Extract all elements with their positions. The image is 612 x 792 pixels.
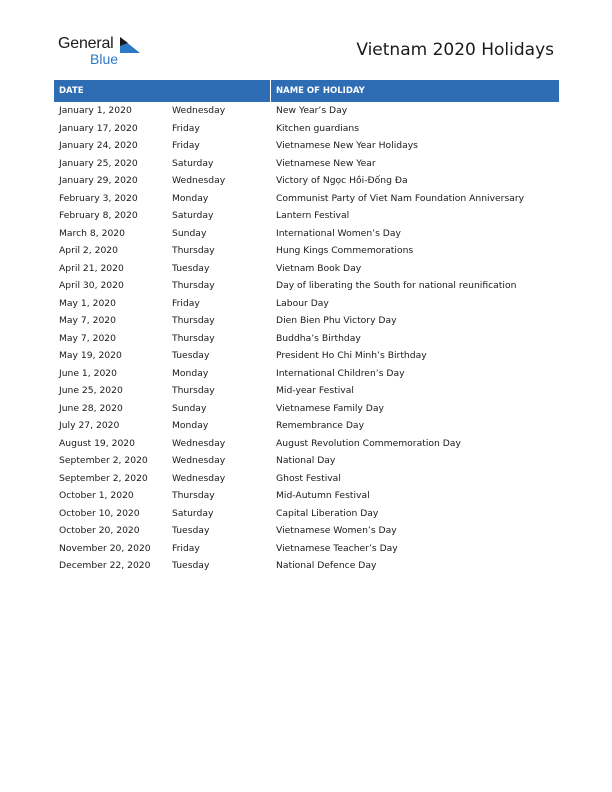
holiday-name: Kitchen guardians bbox=[276, 122, 359, 134]
header-divider bbox=[270, 80, 271, 102]
holiday-name: Dien Bien Phu Victory Day bbox=[276, 315, 397, 326]
holiday-date: January 29, 2020 bbox=[59, 175, 138, 186]
table-row bbox=[54, 487, 559, 505]
holiday-weekday: Thursday bbox=[172, 332, 215, 344]
holiday-weekday: Saturday bbox=[172, 507, 214, 519]
table-row bbox=[54, 277, 559, 295]
table-row bbox=[54, 435, 559, 453]
table-body bbox=[54, 102, 559, 575]
holiday-name: Buddha’s Birthday bbox=[276, 332, 361, 344]
holiday-name: Victory of Ngọc Hồi-Đống Đa bbox=[276, 175, 408, 186]
holiday-weekday: Tuesday bbox=[172, 350, 210, 361]
holiday-weekday: Friday bbox=[172, 297, 200, 309]
holiday-name: National Defence Day bbox=[276, 560, 377, 571]
holiday-date: January 1, 2020 bbox=[59, 105, 132, 116]
holiday-name: Day of liberating the South for national reunification bbox=[276, 280, 517, 291]
holiday-name: August Revolution Commemoration Day bbox=[276, 437, 461, 449]
table-row bbox=[54, 102, 559, 120]
holiday-date: May 1, 2020 bbox=[59, 297, 116, 309]
holiday-weekday: Monday bbox=[172, 420, 209, 431]
holiday-weekday: Thursday bbox=[172, 385, 215, 396]
header-holiday-name: NAME OF HOLIDAY bbox=[276, 86, 365, 96]
table-row bbox=[54, 557, 559, 575]
holiday-weekday: Saturday bbox=[172, 157, 214, 169]
table-row bbox=[54, 417, 559, 435]
table-row bbox=[54, 470, 559, 488]
holiday-name: Vietnam Book Day bbox=[276, 262, 362, 274]
holiday-date: May 7, 2020 bbox=[59, 315, 116, 326]
holiday-name: Ghost Festival bbox=[276, 472, 341, 484]
document-title: Vietnam 2020 Holidays bbox=[356, 40, 554, 60]
logo-triangle-icon bbox=[120, 37, 140, 53]
holiday-date: August 19, 2020 bbox=[59, 437, 135, 449]
holiday-weekday: Sunday bbox=[172, 227, 207, 239]
holiday-weekday: Monday bbox=[172, 367, 209, 379]
header-date: DATE bbox=[59, 86, 84, 96]
holiday-date: July 27, 2020 bbox=[59, 420, 120, 431]
table-row bbox=[54, 347, 559, 365]
holiday-weekday: Thursday bbox=[172, 490, 215, 501]
holiday-name: New Year’s Day bbox=[276, 105, 348, 116]
holiday-date: September 2, 2020 bbox=[59, 455, 148, 466]
holiday-name: Mid-year Festival bbox=[276, 385, 354, 396]
table-row bbox=[54, 190, 559, 208]
holiday-name: Remembrance Day bbox=[276, 420, 365, 431]
holiday-name: Hung Kings Commemorations bbox=[276, 245, 414, 256]
table-row bbox=[54, 540, 559, 558]
holiday-name: National Day bbox=[276, 455, 336, 466]
holiday-date: June 25, 2020 bbox=[59, 385, 123, 396]
table-row bbox=[54, 225, 559, 243]
holiday-weekday: Thursday bbox=[172, 245, 215, 256]
table-row bbox=[54, 400, 559, 418]
holiday-weekday: Wednesday bbox=[172, 455, 226, 466]
holiday-name: Capital Liberation Day bbox=[276, 507, 379, 519]
holiday-date: October 1, 2020 bbox=[59, 490, 134, 501]
table-row bbox=[54, 260, 559, 278]
holiday-name: Vietnamese New Year bbox=[276, 157, 376, 169]
holiday-name: Mid-Autumn Festival bbox=[276, 490, 370, 501]
logo-text-general: General bbox=[58, 35, 114, 52]
holiday-weekday: Saturday bbox=[172, 210, 214, 221]
table-row bbox=[54, 505, 559, 523]
holiday-date: January 25, 2020 bbox=[59, 157, 138, 169]
table-row bbox=[54, 207, 559, 225]
holiday-weekday: Tuesday bbox=[172, 525, 210, 536]
holiday-weekday: Thursday bbox=[172, 280, 215, 291]
holiday-weekday: Tuesday bbox=[172, 560, 210, 571]
holiday-date: April 21, 2020 bbox=[59, 262, 124, 274]
holiday-date: June 28, 2020 bbox=[59, 402, 123, 414]
holiday-date: May 19, 2020 bbox=[59, 350, 122, 361]
holiday-date: November 20, 2020 bbox=[59, 542, 151, 554]
holiday-date: February 3, 2020 bbox=[59, 192, 138, 204]
holiday-weekday: Friday bbox=[172, 122, 200, 134]
holiday-name: Vietnamese New Year Holidays bbox=[276, 140, 418, 151]
holiday-weekday: Wednesday bbox=[172, 437, 226, 449]
holiday-date: February 8, 2020 bbox=[59, 210, 138, 221]
table-row bbox=[54, 522, 559, 540]
holiday-date: October 10, 2020 bbox=[59, 507, 140, 519]
holiday-date: April 2, 2020 bbox=[59, 245, 118, 256]
holiday-date: October 20, 2020 bbox=[59, 525, 140, 536]
holiday-weekday: Tuesday bbox=[172, 262, 210, 274]
table-row bbox=[54, 365, 559, 383]
holiday-date: June 1, 2020 bbox=[59, 367, 117, 379]
holiday-weekday: Wednesday bbox=[172, 105, 226, 116]
holiday-name: President Ho Chi Minh’s Birthday bbox=[276, 350, 427, 361]
holiday-name: Vietnamese Teacher’s Day bbox=[276, 542, 398, 554]
table-row bbox=[54, 137, 559, 155]
holiday-name: Vietnamese Family Day bbox=[276, 402, 384, 414]
holiday-date: January 17, 2020 bbox=[59, 122, 138, 134]
general-blue-logo bbox=[58, 34, 148, 68]
holiday-weekday: Sunday bbox=[172, 402, 207, 414]
holiday-date: September 2, 2020 bbox=[59, 472, 148, 484]
holidays-table bbox=[54, 80, 559, 575]
holiday-name: International Women’s Day bbox=[276, 227, 401, 239]
holiday-date: January 24, 2020 bbox=[59, 140, 138, 151]
table-row bbox=[54, 295, 559, 313]
table-row bbox=[54, 312, 559, 330]
holiday-date: December 22, 2020 bbox=[59, 560, 151, 571]
table-row bbox=[54, 155, 559, 173]
holiday-weekday: Friday bbox=[172, 140, 200, 151]
holiday-weekday: Friday bbox=[172, 542, 200, 554]
holiday-name: Labour Day bbox=[276, 297, 329, 309]
table-row bbox=[54, 382, 559, 400]
table-row bbox=[54, 120, 559, 138]
table-row bbox=[54, 452, 559, 470]
holiday-date: May 7, 2020 bbox=[59, 332, 116, 344]
holiday-weekday: Wednesday bbox=[172, 472, 226, 484]
table-row bbox=[54, 330, 559, 348]
holiday-date: March 8, 2020 bbox=[59, 227, 125, 239]
table-row bbox=[54, 242, 559, 260]
holiday-weekday: Thursday bbox=[172, 315, 215, 326]
holiday-date: April 30, 2020 bbox=[59, 280, 124, 291]
table-row bbox=[54, 172, 559, 190]
holiday-weekday: Monday bbox=[172, 192, 209, 204]
holiday-weekday: Wednesday bbox=[172, 175, 226, 186]
holiday-name: Lantern Festival bbox=[276, 210, 350, 221]
table-header bbox=[54, 80, 559, 102]
holiday-name: International Children’s Day bbox=[276, 367, 405, 379]
holiday-name: Vietnamese Women’s Day bbox=[276, 525, 397, 536]
logo-text-blue: Blue bbox=[90, 51, 119, 67]
holiday-name: Communist Party of Viet Nam Foundation Anniversary bbox=[276, 192, 525, 204]
